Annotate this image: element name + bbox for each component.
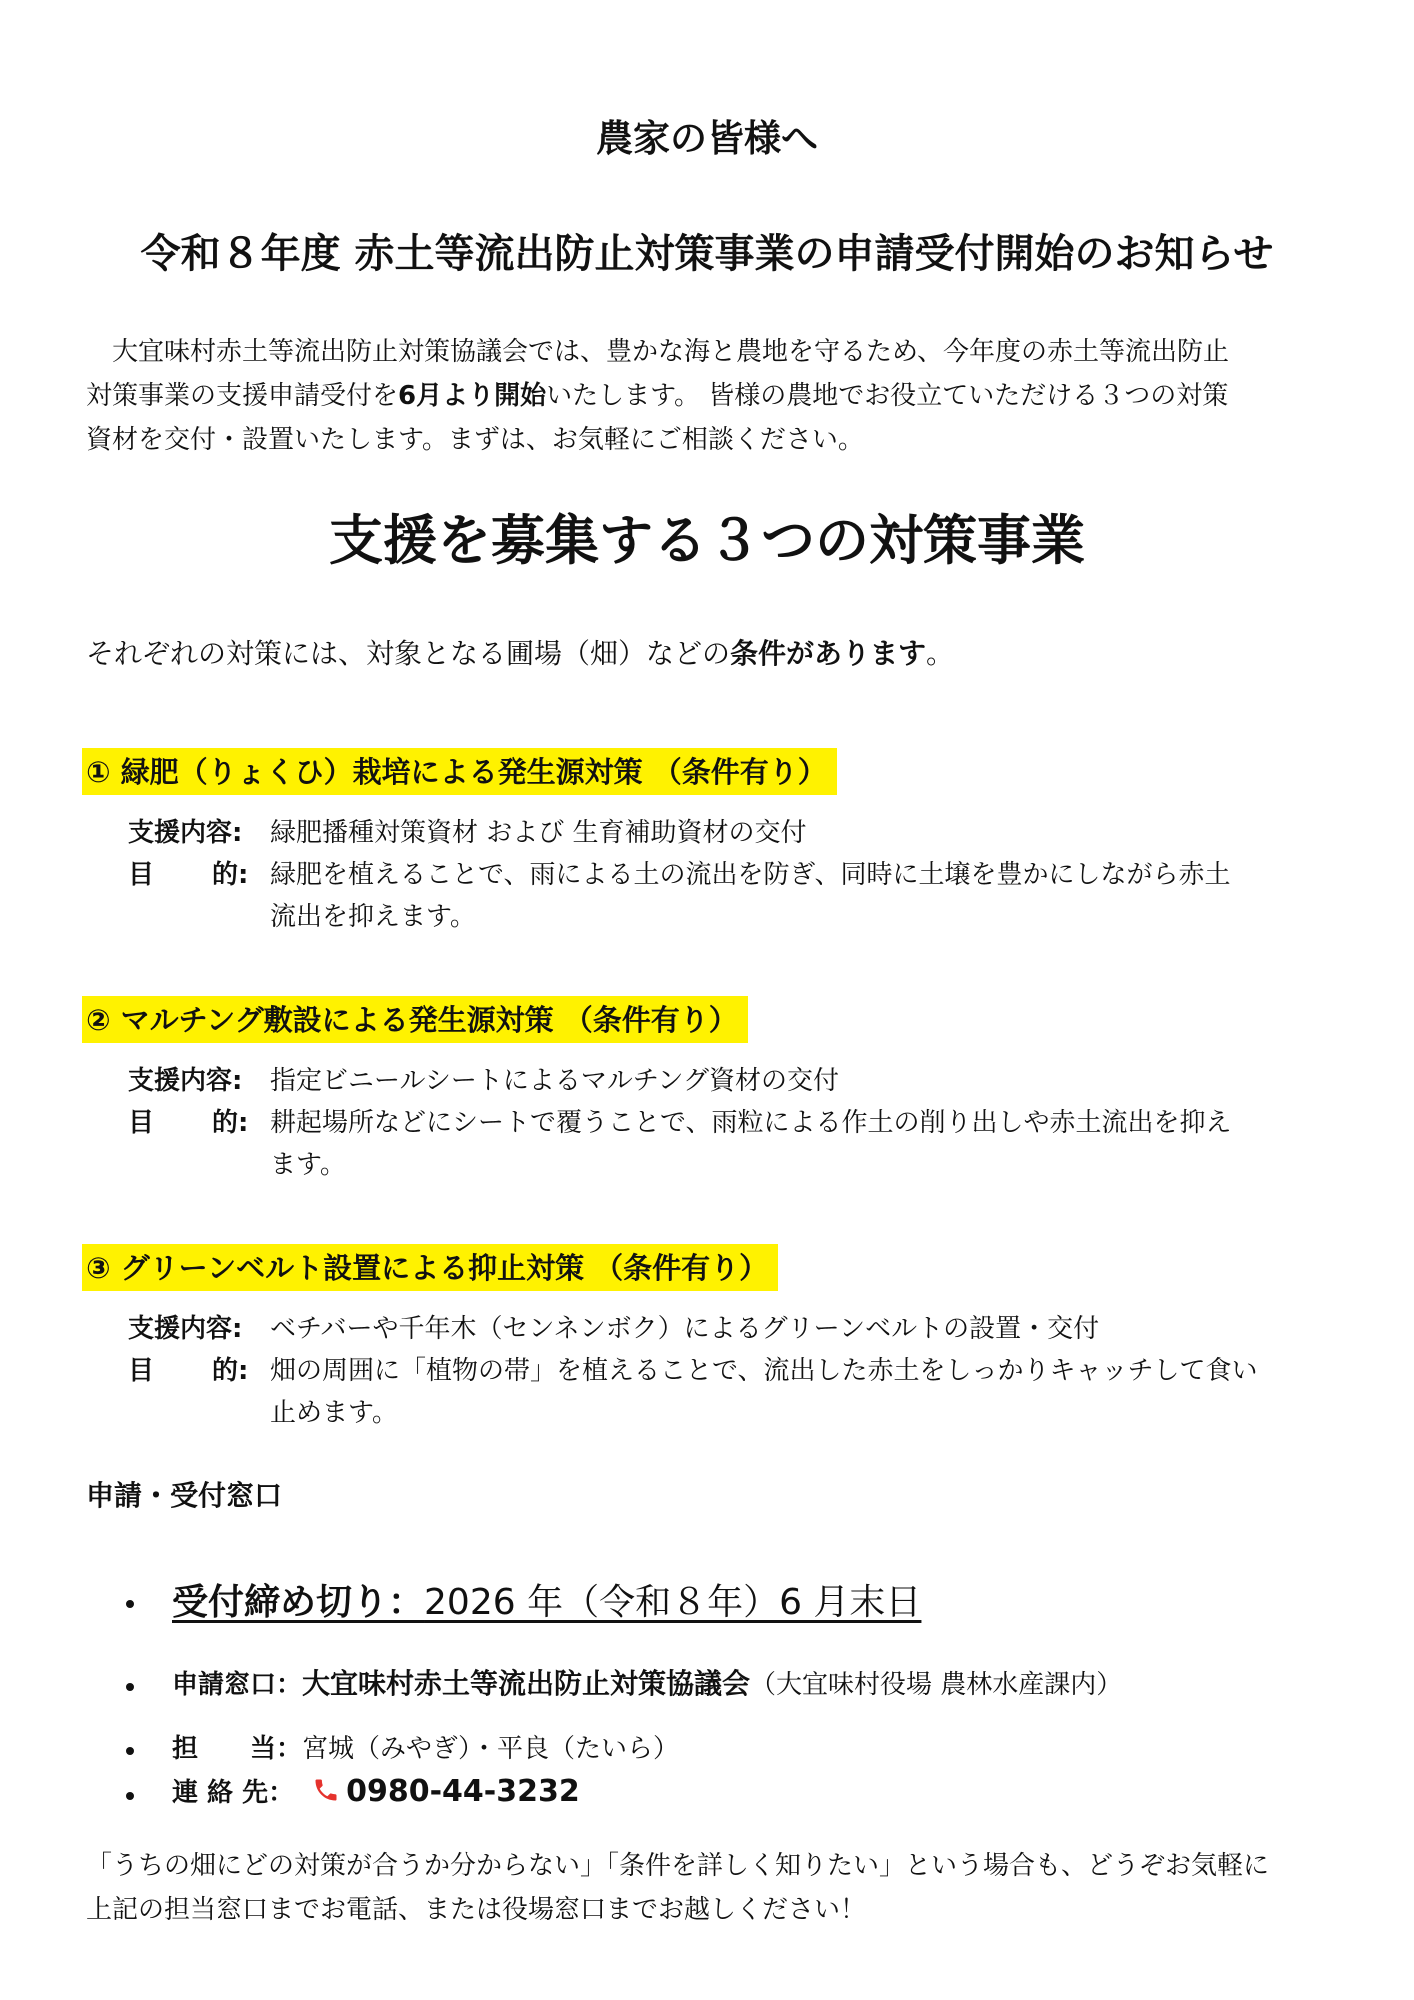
measure-3-heading: ③ グリーンベルト設置による抑止対策 （条件有り） (82, 1244, 778, 1291)
intro-line-2-post: いたします。 皆様の農地でお役立ていただける３つの対策 (546, 381, 1229, 411)
intro-paragraph (86, 330, 1366, 462)
intro-start-date: 6月より開始 (398, 381, 547, 411)
measure-1-heading: ① 緑肥（りょくひ）栽培による発生源対策 （条件有り） (82, 748, 837, 795)
phone-icon (312, 1776, 340, 1811)
bullet-icon (126, 1683, 134, 1691)
measure-2-content: 指定ビニールシートによるマルチング資材の交付 (270, 1066, 840, 1096)
intro-line-1: 大宜味村赤土等流出防止対策協議会では、豊かな海と農地を守るため、今年度の赤土等流出防止 (112, 337, 1229, 367)
measure-3-purpose-line-2: 止めます。 (270, 1398, 398, 1428)
contact-label: 連 絡 先： (172, 1778, 295, 1808)
content-label: 支援内容: (128, 1066, 243, 1096)
bullet-icon (126, 1792, 134, 1800)
measure-3-content: ベチバーや千年木（センネンボク）によるグリーンベルトの設置・交付 (270, 1314, 1100, 1344)
deadline-value: 2026 年（令和８年）6 月末日 (424, 1582, 922, 1623)
footer-line-2: 上記の担当窓口までお電話、または役場窓口までお越しください！ (86, 1895, 867, 1925)
application-window-heading: 申請・受付窓口 (86, 1479, 283, 1512)
contact-item (172, 1772, 580, 1811)
phone-number[interactable]: 0980-44-3232 (346, 1774, 580, 1809)
footer-note (86, 1844, 1269, 1932)
deadline-item (172, 1574, 921, 1625)
office-detail: （大宜味村役場 農林水産課内） (750, 1670, 1123, 1700)
office-label: 申請窓口： (172, 1670, 303, 1700)
conditions-bold: 条件があります (730, 637, 927, 670)
measure-1-content: 緑肥播種対策資材 および 生育補助資材の交付 (270, 818, 807, 848)
intro-line-3: 資材を交付・設置いたします。まずは、お気軽にご相談ください。 (86, 425, 864, 455)
conditions-note (86, 632, 954, 672)
content-label: 支援内容: (128, 818, 243, 848)
person-label: 担 当： (172, 1734, 303, 1764)
office-name: 大宜味村赤土等流出防止対策協議会 (302, 1667, 751, 1700)
footer-line-1: 「うちの畑にどの対策が合うか分からない」「条件を詳しく知りたい」という場合も、どうぞお気軽に (86, 1851, 1270, 1881)
bullet-icon (126, 1747, 134, 1755)
person-value: 宮城（みやぎ）・平良（たいら） (302, 1734, 680, 1764)
measure-1-purpose-line-2: 流出を抑えます。 (270, 902, 476, 932)
person-item (172, 1728, 679, 1765)
measure-2-heading: ② マルチング敷設による発生源対策 （条件有り） (82, 996, 748, 1043)
bullet-icon (126, 1600, 134, 1608)
measure-2-purpose-line-2: ます。 (270, 1150, 346, 1180)
deadline-label: 受付締め切り： (172, 1582, 425, 1623)
greeting: 農家の皆様へ (596, 117, 818, 160)
page-title: 令和８年度 赤土等流出防止対策事業の申請受付開始のお知らせ (140, 231, 1274, 277)
measure-3-purpose-line-1: 畑の周囲に「植物の帯」を植えることで、流出した赤土をしっかりキャッチして食い (270, 1356, 1258, 1386)
intro-line-2-pre: 対策事業の支援申請受付を (86, 381, 399, 411)
measure-1-purpose-line-1: 緑肥を植えることで、雨による土の流出を防ぎ、同時に土壌を豊かにしながら赤土 (270, 860, 1231, 890)
section-title: 支援を募集する３つの対策事業 (329, 509, 1085, 572)
conditions-post: 。 (926, 637, 955, 670)
measure-2-purpose-line-1: 耕起場所などにシートで覆うことで、雨粒による作土の削り出しや赤土流出を抑え (270, 1108, 1232, 1138)
office-item (172, 1662, 1122, 1702)
conditions-pre: それぞれの対策には、対象となる圃場（畑）などの (86, 637, 731, 670)
content-label: 支援内容: (128, 1314, 243, 1344)
